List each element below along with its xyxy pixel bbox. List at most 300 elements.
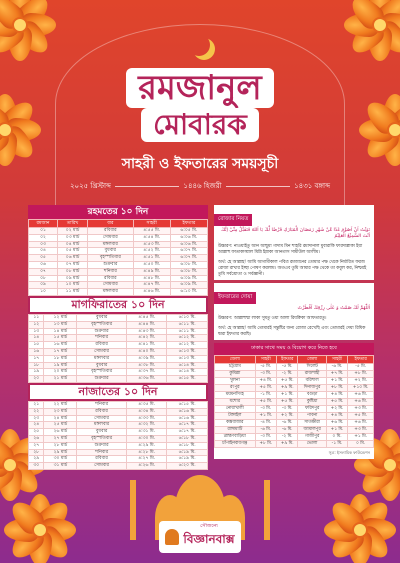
title-line-1: রমজানুল (0, 68, 400, 108)
table-cell: ১৫ মার্চ (44, 335, 77, 342)
district-cell: সাতক্ষীরা (298, 420, 326, 427)
table-row (29, 435, 208, 442)
table-cell: ০৯ মার্চ (58, 275, 88, 282)
table-cell: ২৭ মার্চ (44, 435, 77, 442)
table-cell: ১৬ মার্চ (44, 342, 77, 349)
table-row (29, 415, 208, 422)
table-cell: ৬:১১ মি. (167, 321, 208, 328)
table-cell: ৬:০৭ মি. (170, 248, 207, 255)
table-cell: ০৬ মার্চ (58, 255, 88, 262)
table-cell: ০৭ (29, 268, 58, 275)
table-cell: শুক্রবার (77, 376, 127, 383)
table-cell: ২১ মার্চ (44, 376, 77, 383)
iftar-dua-card (214, 283, 374, 340)
district-cell: +২ মি. (326, 406, 347, 413)
table-cell: ৬:১৭ মি. (167, 422, 208, 429)
table-cell: ৬:২০ মি. (167, 463, 208, 470)
district-cell: +১ মি. (326, 378, 347, 385)
district-cell: -৫ মি. (277, 364, 298, 371)
district-cell: -৩ মি. (255, 371, 276, 378)
table-cell: ১১ (29, 314, 44, 321)
district-cell: +৫ মি. (326, 399, 347, 406)
district-column-header: সাহরী (326, 356, 347, 364)
district-row (215, 420, 374, 427)
district-row (215, 399, 374, 406)
table-row (29, 369, 208, 376)
schedule-table (28, 401, 208, 470)
district-cell: চট্টগ্রাম (215, 364, 256, 371)
table-cell: রবিবার (77, 408, 127, 415)
table-cell: বৃহস্পতিবার (77, 321, 127, 328)
column-header: রমজান (29, 220, 58, 228)
district-cell: ভোলা (298, 441, 326, 448)
table-cell: ১৬ (29, 348, 44, 355)
table-row (29, 408, 208, 415)
table-cell: বৃহস্পতিবার (77, 435, 127, 442)
table-cell: ২৮ মার্চ (44, 442, 77, 449)
table-row (29, 355, 208, 362)
table-cell: ০৪ (29, 248, 58, 255)
niyat-meaning: অর্থ: হে আল্লাহ! আমি আগামীকাল পবিত্র রমজানের তোমার পক্ষ থেকে নির্ধারিত ফরজ রোজা রাখার ইচ্ছা পোষণ করলাম। অতএব তুমি আমার পক্ষ থেকে তা কবুল কর, নিশ্চয়ই তুমি সর্বশ্রোতা ও সর্বজ্ঞানী। (218, 260, 367, 277)
table-cell: ৪:৩৯ মি. (126, 355, 167, 362)
table-cell: শনিবার (88, 268, 134, 275)
table-row (29, 449, 208, 456)
table-cell: ৪:৩৫ মি. (126, 401, 167, 408)
bulb-logo-icon (165, 529, 179, 545)
table-cell: মঙ্গলবার (77, 355, 127, 362)
table-cell: ২৩ মার্চ (44, 408, 77, 415)
column-header: ইফতার (170, 220, 207, 228)
table-cell: রবিবার (88, 275, 134, 282)
district-cell: কুষ্টিয়া (298, 399, 326, 406)
table-cell: ১১ মার্চ (58, 289, 88, 296)
dua-title: ইফতারের দোয়া (214, 292, 256, 304)
district-cell: -৩ মি. (277, 406, 298, 413)
district-table-title: ঢাকার সাথে সময় ও বিয়োগ করে নিতে হবে (214, 343, 374, 355)
table-row (29, 228, 208, 235)
table-cell: ১২ (29, 321, 44, 328)
table-cell: ২৬ (29, 435, 44, 442)
table-cell: ২৫ (29, 429, 44, 436)
table-cell: ৪:৩৬ মি. (126, 376, 167, 383)
table-cell: ১০ (29, 289, 58, 296)
table-row (29, 261, 208, 268)
table-cell: ৬:১৫ মি. (167, 401, 208, 408)
table-cell: রবিবার (88, 228, 134, 235)
district-row (215, 371, 374, 378)
district-cell: -২ মি. (277, 371, 298, 378)
divider (226, 186, 290, 187)
title-line-2: মোবারক (0, 108, 400, 142)
table-cell: ১৩ (29, 328, 44, 335)
district-column-header: সাহরী (255, 356, 276, 364)
district-cell: -১ মি. (326, 441, 347, 448)
table-cell: ৩০ মার্চ (44, 456, 77, 463)
table-cell: ৬:০৫ মি. (170, 228, 207, 235)
district-row (215, 392, 374, 399)
table-cell: ০৪ মার্চ (58, 241, 88, 248)
table-cell: ১৯ মার্চ (44, 362, 77, 369)
schedule-table (28, 314, 208, 383)
table-row (29, 429, 208, 436)
district-row (215, 441, 374, 448)
district-column-header: ইফতার (348, 356, 374, 364)
table-row (29, 275, 208, 282)
table-cell: ৪:৫২ মি. (133, 248, 170, 255)
table-cell: ৬:১০ মি. (167, 314, 208, 321)
table-row (29, 342, 208, 349)
district-cell: কক্সবাজার (215, 420, 256, 427)
district-cell: +৬ মি. (326, 420, 347, 427)
district-cell: কুমিল্লা (215, 371, 256, 378)
table-cell: বৃহস্পতিবার (88, 255, 134, 262)
table-cell: ৬:১০ মি. (170, 289, 207, 296)
table-cell: ৪:৫১ মি. (133, 255, 170, 262)
table-cell: সোমবার (77, 463, 127, 470)
table-cell: ২১ (29, 401, 44, 408)
table-cell: ৪:৩০ মি. (126, 435, 167, 442)
table-cell: মঙ্গলবার (88, 241, 134, 248)
table-cell: ৬:০৬ মি. (170, 241, 207, 248)
table-cell: ৬:১৫ মি. (167, 376, 208, 383)
district-time-card (214, 343, 374, 459)
section-title: রহমতের ১০ দিন (28, 205, 208, 219)
table-cell: ০৯ (29, 282, 58, 289)
district-row (215, 385, 374, 392)
district-cell: ময়মনসিংহ (215, 392, 256, 399)
district-column-header: জেলা (298, 356, 326, 364)
district-cell: -৬ মি. (326, 364, 347, 371)
table-row (29, 328, 208, 335)
district-column-header: জেলা (215, 356, 256, 364)
table-cell: ১৪ (29, 335, 44, 342)
table-cell: ৪:৪৫ মি. (126, 314, 167, 321)
district-cell: +৪ মি. (326, 413, 347, 420)
district-cell: +১ মি. (277, 392, 298, 399)
district-row (215, 434, 374, 441)
table-cell: বুধবার (77, 314, 127, 321)
district-cell: ব্রাহ্মণবাড়িয়া (215, 434, 256, 441)
table-cell: ১০ মার্চ (58, 282, 88, 289)
district-cell: -২ মি. (277, 434, 298, 441)
table-cell: ৬:১৮ মি. (167, 435, 208, 442)
district-cell: -৫ মি. (348, 364, 374, 371)
section-title: মাগফিরাতের ১০ দিন (28, 296, 208, 314)
table-cell: ২৩ (29, 415, 44, 422)
table-cell: ১৭ (29, 355, 44, 362)
table-cell: মঙ্গলবার (88, 289, 134, 296)
table-cell: ৪:৪১ মি. (126, 342, 167, 349)
table-cell: ৬:১৬ মি. (167, 415, 208, 422)
table-cell: ১৪ মার্চ (44, 328, 77, 335)
table-cell: ৬:১৪ মি. (167, 369, 208, 376)
table-cell: ২৬ মার্চ (44, 429, 77, 436)
table-cell: ৬:১৪ মি. (167, 362, 208, 369)
table-cell: সোমবার (77, 415, 127, 422)
dua-pronunciation: উচ্চারণ: আল্লাহুম্মা লাকা সুমতু ওয়া আলা রিযক্বিকা আফতারতু। (218, 316, 327, 321)
table-cell: শুক্রবার (88, 261, 134, 268)
table-cell: ০৮ মার্চ (58, 268, 88, 275)
table-cell: ০৩ মার্চ (58, 234, 88, 241)
table-cell: ৪:৪৭ মি. (133, 282, 170, 289)
district-cell: -৩ মি. (255, 434, 276, 441)
table-cell: ৬:১৯ মি. (167, 456, 208, 463)
table-cell: শনিবার (77, 449, 127, 456)
district-cell: ফরিদপুর (298, 406, 326, 413)
district-cell: চাঁপাইনবাবগঞ্জ (215, 441, 256, 448)
table-row (29, 314, 208, 321)
table-cell: ০২ (29, 234, 58, 241)
district-cell: +৩ মি. (348, 427, 374, 434)
district-cell: +২ মি. (277, 413, 298, 420)
district-cell: +৮ মি. (348, 371, 374, 378)
flower-decoration-top-right (345, 0, 400, 60)
table-cell: ১৫ (29, 342, 44, 349)
table-cell: ০৫ মার্চ (58, 248, 88, 255)
table-cell: ২০ মার্চ (44, 369, 77, 376)
table-cell: রবিবার (77, 456, 127, 463)
district-cell: +৩ মি. (348, 406, 374, 413)
table-cell: ৪:৪৮ মি. (133, 275, 170, 282)
table-row (29, 255, 208, 262)
district-cell: -৪ মি. (255, 420, 276, 427)
dua-arabic: اَللّٰهُمَّ لَكَ صُمْتُ وَ عَلٰى رِزْقِكَ اَفْطَرْتُ (297, 306, 370, 311)
district-cell: +৬ মি. (348, 392, 374, 399)
district-cell: খুলনা (215, 378, 256, 385)
table-cell: ৬:০৯ মি. (170, 275, 207, 282)
district-cell: জামালপুর (298, 427, 326, 434)
table-cell: সোমবার (88, 282, 134, 289)
table-cell: ৬:১১ মি. (167, 328, 208, 335)
table-cell: শনিবার (77, 401, 127, 408)
district-cell: টাঙ্গাইল (215, 413, 256, 420)
district-row (215, 406, 374, 413)
table-row (29, 422, 208, 429)
table-cell: ০৭ মার্চ (58, 261, 88, 268)
table-cell: ৪:৫০ মি. (133, 261, 170, 268)
table-cell: ৪:৫৫ মি. (133, 228, 170, 235)
district-cell: রাজশাহী (298, 371, 326, 378)
district-cell: +৬ মি. (348, 420, 374, 427)
flower-decoration-top-left (0, 0, 55, 60)
table-cell: ২৯ (29, 456, 44, 463)
district-cell: -৫ মি. (255, 364, 276, 371)
niyat-pronunciation: উচ্চারণ: নাওয়াইতু আন আছুমা গাদাম মিন শাহরি রমাদানাল মুবারাকি ফারদাল্লাকা ইয়া আল্লাহু ফাতাকাব্বাল মিন্নি ইন্নাকা আনতাস সামীউল আলীম। (218, 244, 363, 255)
district-cell: বরিশাল (298, 378, 326, 385)
page-subtitle: সাহরী ও ইফতারের সময়সূচী (121, 156, 279, 172)
table-cell: সোমবার (88, 234, 134, 241)
table-cell: ০১ (29, 228, 58, 235)
table-row (29, 289, 208, 296)
column-header: তারিখ (58, 220, 88, 228)
table-cell: ৩১ মার্চ (44, 463, 77, 470)
table-cell: ০৩ (29, 241, 58, 248)
dua-meaning: অর্থ: হে আল্লাহ! আমি তোমারই সন্তুষ্টির জন্য রোজা রেখেছি এবং তোমারই দেয়া রিযিক দ্বারা ইফতার করছি। (218, 326, 366, 337)
table-cell: ০৬ (29, 261, 58, 268)
schedule-table (28, 219, 208, 296)
table-row (29, 241, 208, 248)
table-cell: ৬:০৬ মি. (170, 234, 207, 241)
district-cell: +৬ মি. (348, 399, 374, 406)
table-cell: ৪:৪৬ মি. (133, 289, 170, 296)
district-column-header: ইফতার (277, 356, 298, 364)
table-cell: ৪:৪৩ মি. (126, 328, 167, 335)
column-header: বার (88, 220, 134, 228)
table-row (29, 463, 208, 470)
table-cell: ৪:৫৪ মি. (133, 234, 170, 241)
table-row (29, 248, 208, 255)
district-cell: যশোর (215, 399, 256, 406)
table-cell: ৬:১৩ মি. (167, 348, 208, 355)
niyat-card (214, 205, 374, 280)
table-cell: ২৪ মার্চ (44, 415, 77, 422)
district-cell: পাবনা (298, 413, 326, 420)
district-cell: +৮ মি. (255, 441, 276, 448)
brand-logo (0, 521, 400, 553)
table-cell: ০৫ (29, 255, 58, 262)
table-row (29, 282, 208, 289)
table-row (29, 321, 208, 328)
district-cell: ০ মি. (326, 434, 347, 441)
table-row (29, 376, 208, 383)
district-cell: +৫ মি. (348, 413, 374, 420)
section-title: নাজাতের ১০ দিন (28, 383, 208, 401)
table-cell: ৪:৪৯ মি. (133, 268, 170, 275)
table-row (29, 268, 208, 275)
district-cell: দিনাজপুর (298, 385, 326, 392)
table-row (29, 234, 208, 241)
info-panel (214, 205, 374, 462)
table-cell: ১৮ (29, 362, 44, 369)
district-cell: +৫ মি. (255, 385, 276, 392)
table-cell: ৪:২৭ মি. (126, 456, 167, 463)
year-row (70, 180, 330, 192)
table-cell: ৬:১২ মি. (167, 342, 208, 349)
table-cell: ১৩ মার্চ (44, 321, 77, 328)
district-cell: সিলেট (298, 364, 326, 371)
table-cell: ৬:০৮ মি. (170, 268, 207, 275)
table-cell: ৪:৩৪ মি. (126, 408, 167, 415)
table-cell: ৪:৫৩ মি. (133, 241, 170, 248)
district-cell: -৬ মি. (277, 420, 298, 427)
divider (115, 186, 179, 187)
district-cell: -১ মি. (255, 392, 276, 399)
table-row (29, 335, 208, 342)
table-cell: ৪:৩৭ মি. (126, 369, 167, 376)
brand-small-text: সৌজন্যে (200, 523, 218, 529)
table-row (29, 442, 208, 449)
district-cell: +১ মি. (255, 413, 276, 420)
district-cell: +১ মি. (326, 427, 347, 434)
table-cell: ৪:২৬ মি. (126, 463, 167, 470)
district-cell: রংপুর (215, 385, 256, 392)
table-cell: ১৮ মার্চ (44, 355, 77, 362)
niyat-arabic: نَوَيْتُ اَنْ اَصُوْمَ غَدًا مِّنْ شَهْرِ رَمَضَانَ الْمُبَارَكِ فَرْضًا لَّكَ يَا اَللهُ فَتَقَبَّلْ مِنِّيْ اِنَّكَ اَنْتَ السَّمِيْعُ الْعَلِيْمُ (221, 228, 370, 239)
table-cell: শনিবার (77, 335, 127, 342)
table-cell: শুক্রবার (77, 328, 127, 335)
district-cell: বগুড়া (298, 392, 326, 399)
schedule-panel (28, 205, 208, 470)
table-cell: শুক্রবার (77, 442, 127, 449)
table-cell: ৪:৩১ মি. (126, 429, 167, 436)
district-cell: +৯ মি. (277, 385, 298, 392)
table-cell: ৬:০৯ মি. (170, 282, 207, 289)
table-cell: ২৮ (29, 449, 44, 456)
table-cell: ৪:৪৪ মি. (126, 321, 167, 328)
table-cell: রবিবার (77, 342, 127, 349)
table-cell: ২৪ (29, 422, 44, 429)
table-cell: ২২ (29, 408, 44, 415)
year-gregorian: ২০২৫ খ্রিস্টাব্দ (70, 182, 111, 190)
table-cell: ৪:৩৩ মি. (126, 415, 167, 422)
district-row (215, 427, 374, 434)
district-cell: +২ মি. (348, 378, 374, 385)
table-row (29, 362, 208, 369)
district-cell: নোয়াখালী (215, 406, 256, 413)
district-cell: +৫ মি. (277, 378, 298, 385)
table-cell: ৬:১৬ মি. (167, 408, 208, 415)
table-cell: ৬:১৯ মি. (167, 449, 208, 456)
table-cell: ২৯ মার্চ (44, 449, 77, 456)
table-cell: বুধবার (77, 429, 127, 436)
table-row (29, 401, 208, 408)
district-cell: -৬ মি. (277, 427, 298, 434)
district-cell: +১ মি. (348, 434, 374, 441)
table-cell: ২০ (29, 376, 44, 383)
table-cell: ৬:১৭ মি. (167, 429, 208, 436)
table-cell: ৬:০৭ মি. (170, 255, 207, 262)
district-cell: +৪ মি. (326, 392, 347, 399)
column-header: সাহরী (133, 220, 170, 228)
table-cell: ৪:৪২ মি. (126, 335, 167, 342)
table-cell: ১৭ মার্চ (44, 348, 77, 355)
table-cell: বুধবার (88, 248, 134, 255)
crescent-moon-icon (188, 34, 210, 56)
table-cell: বুধবার (77, 362, 127, 369)
table-cell: ৩০ (29, 463, 44, 470)
district-row (215, 413, 374, 420)
table-cell: ৬:০৮ মি. (170, 261, 207, 268)
table-row (29, 456, 208, 463)
district-cell: +৭ মি. (326, 371, 347, 378)
table-cell: ১২ মার্চ (44, 314, 77, 321)
brand-name: বিজ্ঞানবাক্স (183, 532, 235, 546)
district-cell: +৪ মি. (255, 378, 276, 385)
district-cell: -৬ মি. (255, 427, 276, 434)
table-cell: ২৫ মার্চ (44, 422, 77, 429)
table-cell: ৪:২৮ মি. (126, 449, 167, 456)
district-cell: +১০ মি. (348, 385, 374, 392)
table-cell: ৪:৪০ মি. (126, 348, 167, 355)
table-cell: ৪:৩২ মি. (126, 422, 167, 429)
table-cell: ২৭ (29, 442, 44, 449)
source-note: সূত্র: ইসলামিক ফাউন্ডেশন (328, 450, 370, 455)
table-cell: ৬:১৩ মি. (167, 355, 208, 362)
table-cell: সোমবার (77, 348, 127, 355)
district-cell: +৫ মি. (277, 399, 298, 406)
table-row (29, 348, 208, 355)
niyat-title: রোজার নিয়ত (214, 214, 252, 226)
district-row (215, 364, 374, 371)
year-hijri: ১৪৪৬ হিজরী (183, 182, 222, 190)
district-row (215, 378, 374, 385)
district-cell: -৩ মি. (255, 406, 276, 413)
district-table (214, 355, 374, 448)
table-cell: ১৯ (29, 369, 44, 376)
table-cell: ০২ মার্চ (58, 228, 88, 235)
table-cell: বৃহস্পতিবার (77, 369, 127, 376)
table-cell: ৪:৩৮ মি. (126, 362, 167, 369)
